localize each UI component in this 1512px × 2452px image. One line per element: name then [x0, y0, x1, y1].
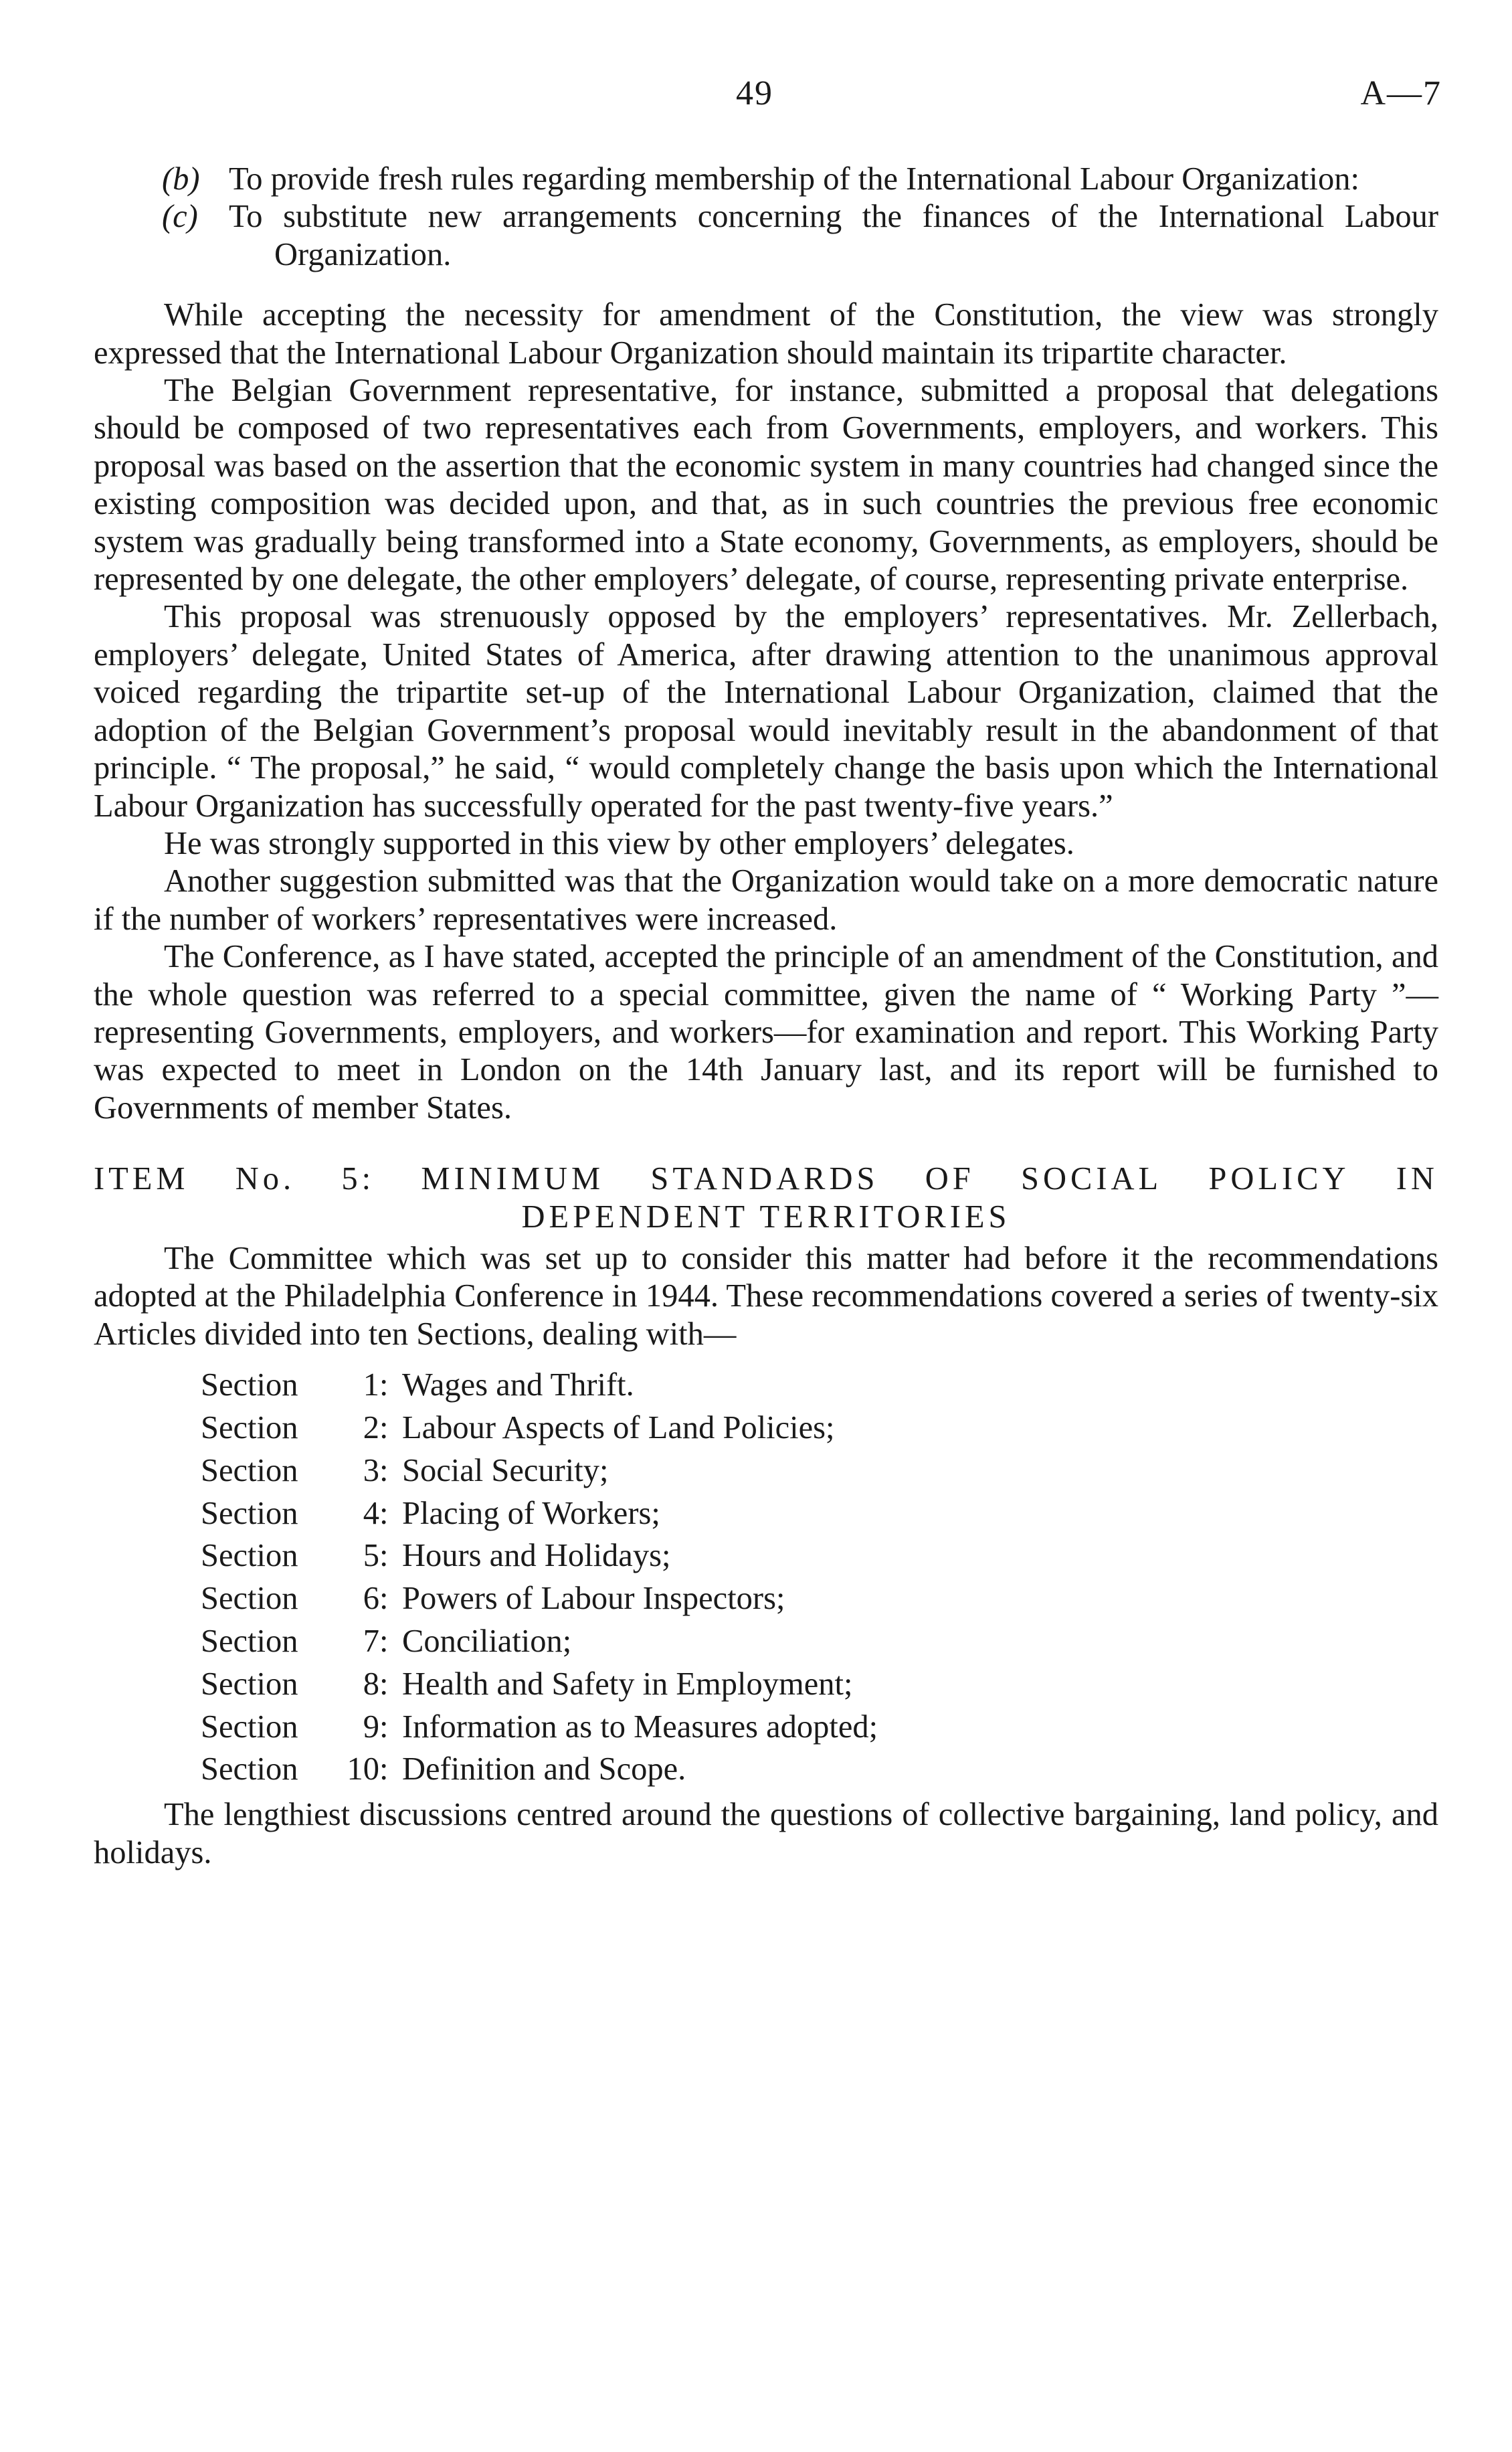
item-text: To provide fresh rules regarding membership of the International Labour Organization: [229, 161, 1359, 197]
paragraph: This proposal was strenuously opposed by the employers’ representatives. Mr. Zellerbach, employers’ delegate, United States of America, after drawing attention to the unanimous approval voiced regarding the tripartite set-up of the International Labour Organization, claimed that the adoption of the Belgian Government’s proposal would inevitably result in the abandonment of that principle. “ The proposal,” he said, “ would completely change the basis upon which the International Labour Organization has successfully operated for the past twenty-five years.” [94, 599, 1438, 824]
section-title: Placing of Workers; [402, 1495, 660, 1531]
heading-line-1 [94, 1160, 1438, 1198]
section-word: Section [201, 1709, 298, 1745]
section-number: 10 [347, 1751, 379, 1787]
section-title: Information as to Measures adopted; [402, 1709, 878, 1745]
section-row: Section 6 : Powers of Labour Inspectors; [201, 1577, 1438, 1620]
item-label: (c) [162, 199, 198, 235]
section-title: Definition and Scope. [402, 1751, 686, 1787]
paragraph: The Conference, as I have stated, accepted the principle of an amendment of the Constitution, and the whole question was referred to a special committee, given the name of “ Working Party ”—representing Governments, employers, and workers—for examination and report. This Working Party was expected to meet in London on the 14th January last, and its report will be furnished to Governments of member States. [94, 939, 1438, 1126]
section-title: Hours and Holidays; [402, 1538, 671, 1574]
paragraph: Another suggestion submitted was that the Organization would take on a more democratic nature if the number of workers’ representatives were increased. [94, 863, 1438, 937]
section-row: Section 8 : Health and Safety in Employment; [201, 1663, 1438, 1706]
heading-word: No. [235, 1161, 296, 1197]
item-label: (b) [162, 161, 200, 197]
heading-word: ITEM [94, 1161, 189, 1197]
section-number: 3 [363, 1452, 379, 1488]
heading-word: STANDARDS [650, 1161, 879, 1197]
section-row: Section 5 : Hours and Holidays; [201, 1535, 1438, 1577]
section-word: Section [201, 1538, 298, 1574]
paragraph: The Belgian Government representative, for instance, submitted a proposal that delegations should be composed of two representatives each from Governments, employers, and workers. This proposal was based on the assertion that the economic system in many countries had changed since the existing composition was decided upon, and that, as in such countries the previous free economic system was gradually being transformed into a State economy, Governments, as employers, should be represented by one delegate, the other employers’ delegate, of course, representing private enterprise. [94, 373, 1438, 598]
section-title: Social Security; [402, 1452, 609, 1488]
section-number: 4 [363, 1495, 379, 1531]
section-title: Powers of Labour Inspectors; [402, 1581, 785, 1617]
section-number: 5 [363, 1538, 379, 1574]
section-row: Section 4 : Placing of Workers; [201, 1492, 1438, 1535]
section-word: Section [201, 1367, 298, 1403]
section-row: Section 3 : Social Security; [201, 1450, 1438, 1492]
sections-list [94, 1364, 1438, 1791]
section-row: Section 1 : Wages and Thrift. [201, 1364, 1438, 1407]
section-word: Section [201, 1666, 298, 1702]
document-reference: A—7 [1360, 74, 1442, 112]
paragraph: While accepting the necessity for amendment of the Constitution, the view was strongly expressed that the International Labour Organization should maintain its tripartite character. [94, 297, 1438, 371]
section-word: Section [201, 1751, 298, 1787]
section-word: Section [201, 1495, 298, 1531]
section-number: 8 [363, 1666, 379, 1702]
heading-word: MINIMUM [421, 1161, 605, 1197]
list-item-c [94, 198, 1438, 274]
section-row: Section 9 : Information as to Measures adopted; [201, 1706, 1438, 1749]
section-number: 9 [363, 1709, 379, 1745]
paragraph: He was strongly supported in this view by other employers’ delegates. [164, 825, 1074, 861]
heading-word: POLICY [1208, 1161, 1350, 1197]
section-word: Section [201, 1623, 298, 1659]
heading-word: 5: [341, 1161, 375, 1197]
list-item-b [94, 161, 1438, 198]
heading-word: SOCIAL [1020, 1161, 1163, 1197]
section-row: Section 10 : Definition and Scope. [201, 1748, 1438, 1791]
document-body [94, 161, 1438, 1872]
page-number: 49 [736, 74, 773, 112]
paragraph: The lengthiest discussions centred around the questions of collective bargaining, land policy, and holidays. [94, 1797, 1438, 1870]
section-word: Section [201, 1452, 298, 1488]
heading-word: IN [1396, 1161, 1438, 1197]
section-title: Health and Safety in Employment; [402, 1666, 853, 1702]
section-title: Conciliation; [402, 1623, 572, 1659]
section-row: Section 2 : Labour Aspects of Land Policies; [201, 1407, 1438, 1450]
section-title: Labour Aspects of Land Policies; [402, 1409, 835, 1446]
section-number: 2 [363, 1409, 379, 1446]
section-title: Wages and Thrift. [402, 1367, 634, 1403]
section-number: 7 [363, 1623, 379, 1659]
item-text: To substitute new arrangements concerning the finances of the International Labour Organization. [229, 199, 1438, 272]
section-word: Section [201, 1409, 298, 1446]
paragraph: The Committee which was set up to consider this matter had before it the recommendations adopted at the Philadelphia Conference in 1944. These recommendations covered a series of twenty-six Articles divided into ten Sections, dealing with— [94, 1240, 1438, 1352]
heading-word: OF [925, 1161, 975, 1197]
section-number: 1 [363, 1367, 379, 1403]
section-heading [94, 1160, 1438, 1236]
section-number: 6 [363, 1581, 379, 1617]
section-row: Section 7 : Conciliation; [201, 1620, 1438, 1663]
section-word: Section [201, 1581, 298, 1617]
heading-line-2: DEPENDENT TERRITORIES [521, 1199, 1011, 1235]
